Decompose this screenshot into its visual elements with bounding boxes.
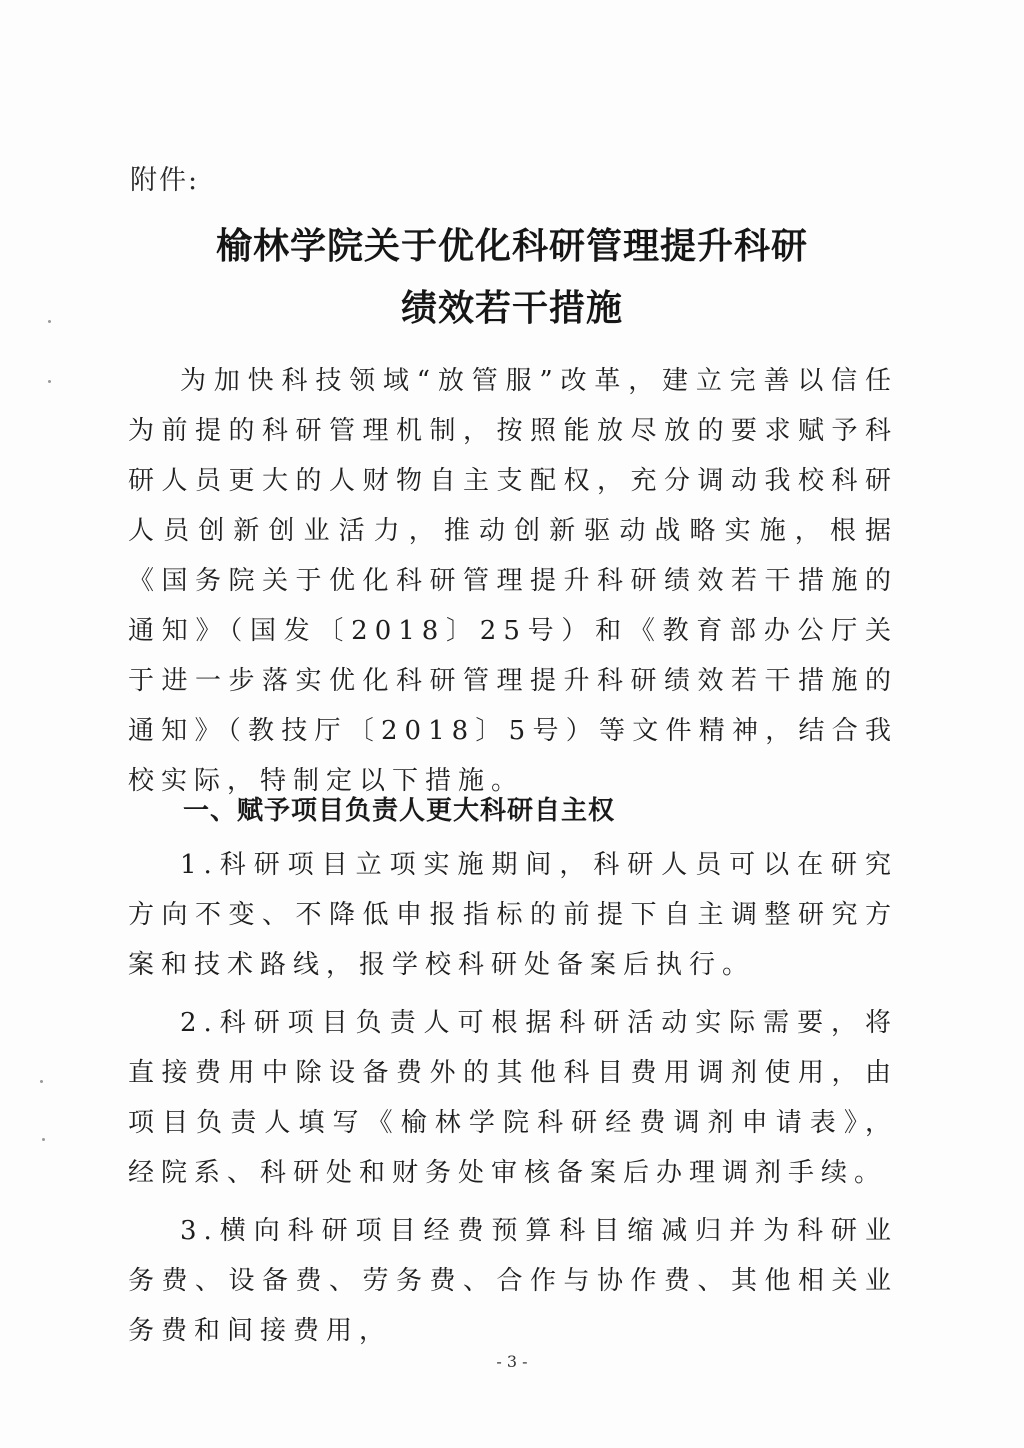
page-number: - 3 - bbox=[496, 1352, 528, 1371]
intro-block bbox=[128, 356, 898, 806]
item-paragraph-2: 2.科研项目负责人可根据科研活动实际需要，将直接费用中除设备费外的其他科目费用调剂使用，由项目负责人填写《榆林学院科研经费调剂申请表》，经院系、科研处和财务处审核备案后办理调剂手续。 bbox=[128, 1008, 898, 1188]
scan-speck bbox=[48, 380, 51, 383]
document-title-line-1: 榆林学院关于优化科研管理提升科研 bbox=[215, 226, 808, 267]
document-title-line-2: 绩效若干措施 bbox=[400, 288, 623, 329]
scan-speck bbox=[40, 1080, 43, 1083]
scan-speck bbox=[42, 1138, 45, 1141]
item-paragraph-1: 1.科研项目立项实施期间，科研人员可以在研究方向不变、不降低申报指标的前提下自主调整研究方案和技术路线，报学校科研处备案后执行。 bbox=[128, 850, 898, 980]
intro-paragraph: 为加快科技领域“放管服”改革，建立完善以信任为前提的科研管理机制，按照能放尽放的要求赋予科研人员更大的人财物自主支配权，充分调动我校科研人员创新创业活力，推动创新驱动战略实施，根据《国务院关于优化科研管理提升科研绩效若干措施的通知》（国发〔2018〕25号）和《教育部办公厅关于进一步落实优化科研管理提升科研绩效若干措施的通知》（教技厅〔2018〕5号）等文件精神，结合我校实际，特制定以下措施。 bbox=[128, 366, 898, 796]
section-items bbox=[128, 840, 898, 1356]
item-paragraph-3: 3.横向科研项目经费预算科目缩减归并为科研业务费、设备费、劳务费、合作与协作费、其他相关业务费和间接费用， bbox=[128, 1216, 898, 1346]
attachment-label: 附件: bbox=[130, 165, 200, 196]
section-heading: 一、赋予项目负责人更大科研自主权 bbox=[183, 796, 616, 826]
